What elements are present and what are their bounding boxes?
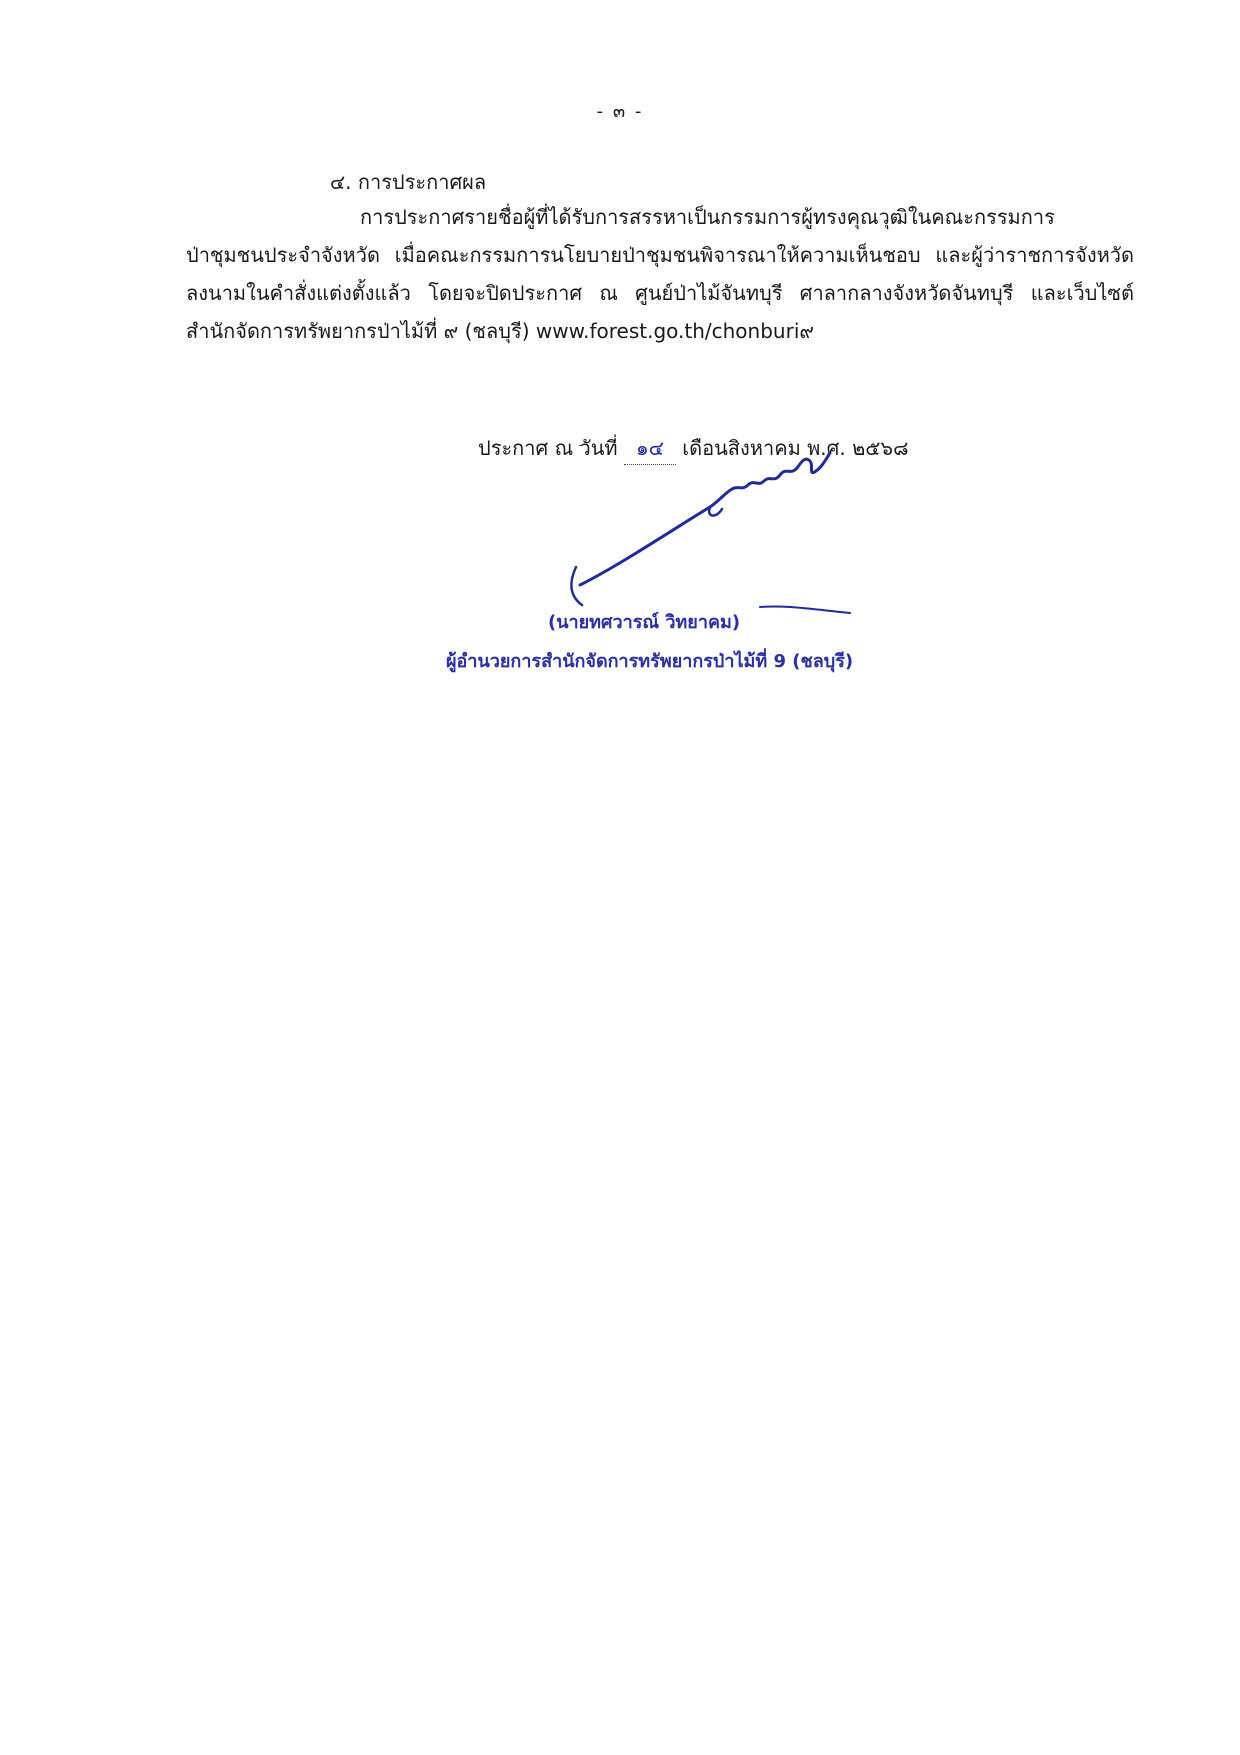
paragraph-line-1: การประกาศรายชื่อผู้ที่ได้รับการสรรหาเป็นกรรมการผู้ทรงคุณวุฒิในคณะกรรมการ <box>360 205 1055 229</box>
paragraph-line-3: ลงนามในคำสั่งแต่งตั้งแล้ว โดยจะปิดประกาศ ณ ศูนย์ป่าไม้จันทบุรี ศาลากลางจังหวัดจันทบุรี และเว็บไซต์ <box>186 281 1134 305</box>
signature-stroke-main <box>580 453 830 585</box>
page-number: - ๓ - <box>596 101 644 122</box>
announcement-prefix: ประกาศ ณ วันที่ <box>478 436 618 460</box>
handwritten-signature <box>560 445 860 615</box>
section-heading: ๔. การประกาศผล <box>330 170 487 194</box>
announcement-suffix: เดือนสิงหาคม พ.ศ. ๒๕๖๘ <box>682 436 909 460</box>
signature-stroke-loop <box>709 507 722 516</box>
section-paragraph <box>186 198 1134 350</box>
announcement-day: ๑๔ <box>624 432 676 465</box>
paragraph-line-2: ป่าชุมชนประจำจังหวัด เมื่อคณะกรรมการนโยบายป่าชุมชนพิจารณาให้ความเห็นชอบ และผู้ว่าราชการจังหวัด <box>186 243 1134 267</box>
signer-name: (นายทศวารณ์ วิทยาคม) <box>548 612 741 633</box>
signature-tail <box>760 606 850 613</box>
paragraph-line-4: สำนักจัดการทรัพยากรป่าไม้ที่ ๙ (ชลบุรี) www.forest.go.th/chonburi๙ <box>186 319 815 343</box>
signer-title: ผู้อำนวยการสำนักจัดการทรัพยากรป่าไม้ที่ 9 (ชลบุรี) <box>446 651 854 672</box>
